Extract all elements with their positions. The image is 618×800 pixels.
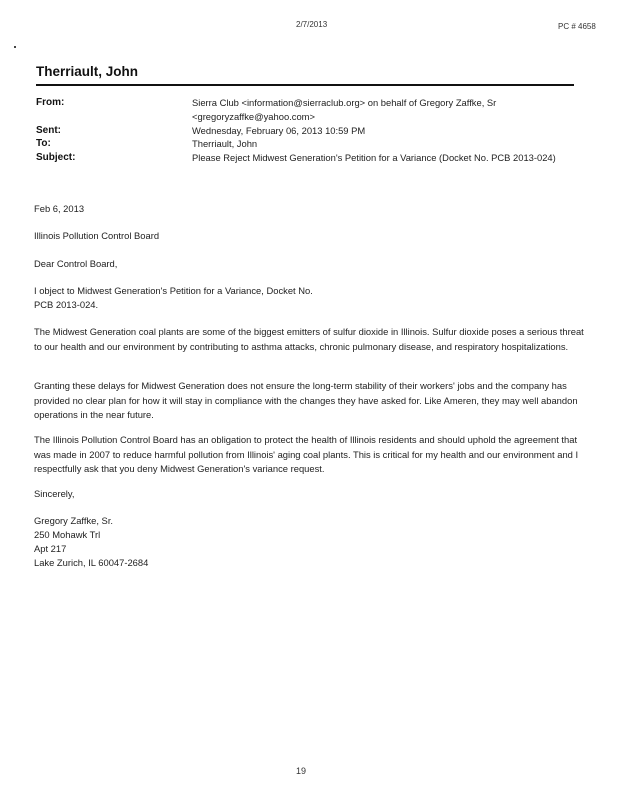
salutation: Dear Control Board, [34, 258, 118, 269]
signature-name: Gregory Zaffke, Sr. [34, 515, 114, 526]
subject-label: Subject: [36, 152, 76, 163]
signature-city: Lake Zurich, IL 60047-2684 [34, 557, 149, 568]
signature-apt: Apt 217 [34, 543, 67, 554]
header-divider [36, 84, 574, 86]
pc-number: PC # 4658 [558, 22, 596, 31]
body-date: Feb 6, 2013 [34, 203, 85, 214]
from-value: Sierra Club <information@sierraclub.org> on behalf of Gregory Zaffke, Sr [192, 97, 497, 108]
sent-label: Sent: [36, 125, 61, 136]
recipient-org: Illinois Pollution Control Board [34, 230, 160, 241]
signature-street: 250 Mohawk Trl [34, 529, 101, 540]
to-label: To: [36, 138, 51, 149]
subject-value: Please Reject Midwest Generation's Petition for a Variance (Docket No. PCB 2013-024) [192, 152, 556, 163]
page-number: 19 [296, 766, 307, 776]
sent-value: Wednesday, February 06, 2013 10:59 PM [192, 125, 366, 136]
header-date: 2/7/2013 [296, 20, 328, 29]
closing: Sincerely, [34, 488, 75, 499]
sender-name: Therriault, John [36, 64, 139, 79]
from-email: <gregoryzaffke@yahoo.com> [192, 111, 315, 122]
scan-speck [14, 46, 16, 48]
body-paragraph-1: The Midwest Generation coal plants are some of the biggest emitters of sulfur dioxide in Illinois. Sulfur dioxide poses a serious threat to our health and our environment by contributing to asthma attacks, chronic pulmonary disease, and respiratory hospitalizations. [34, 326, 584, 352]
from-label: From: [36, 97, 65, 108]
objection-line-2: PCB 2013-024. [34, 299, 99, 310]
body-paragraph-3: The Illinois Pollution Control Board has an obligation to protect the health of Illinois residents and should uphold the agreement that was made in 2007 to reduce harmful pollution from Illinois' aging coal plants. This is critical for my health and our environment and I respectfully ask that you deny Midwest Generation's variance request. [34, 434, 579, 474]
to-value: Therriault, John [192, 138, 258, 149]
body-paragraph-2: Granting these delays for Midwest Generation does not ensure the long-term stability of their workers' jobs and the company has provided no clear plan for how it will stay in compliance with the changes they have asked for. Like Ameren, they may well abandon operations in the near future. [34, 380, 578, 420]
objection-line-1: I object to Midwest Generation's Petition for a Variance, Docket No. [34, 285, 313, 296]
